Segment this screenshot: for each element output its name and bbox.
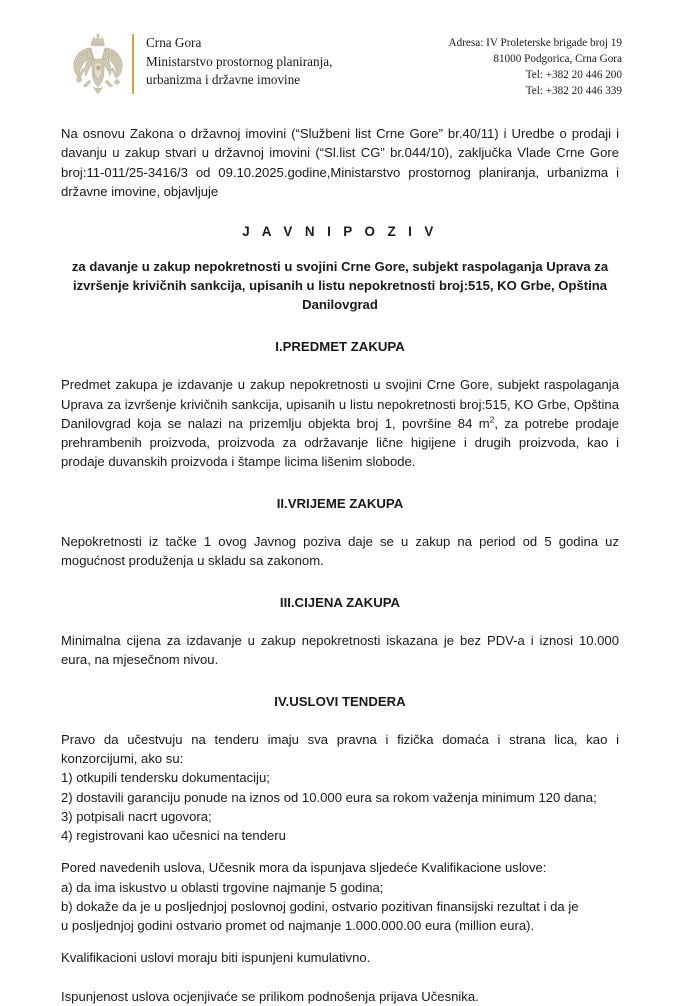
contact-phone-2: Tel: +382 20 446 339 <box>525 85 622 98</box>
list-item: 4) registrovani kao učesnici na tenderu <box>61 828 286 844</box>
org-ministry-line2: urbanizma i državne imovine <box>146 72 301 88</box>
list-item: u posljednjoj godini ostvario promet od najmanje 1.000.000.00 eura (million eura). <box>61 918 535 934</box>
list-item: 1) otkupili tendersku dokumentaciju; <box>61 770 270 786</box>
org-ministry-line1: Ministarstvo prostornog planiranja, <box>146 53 333 69</box>
section1-text-part2: , za potrebe prodaje prehrambenih proizvoda, proizvoda za održavanje lične higijene i drugih proizvoda, kao i prodaje duvanskih proizvoda i štampe licima lišenim slobode. <box>61 415 619 470</box>
organization-block <box>146 30 332 90</box>
qualification-intro: Pored navedenih uslova, Učesnik mora da ispunjava sljedeće Kvalifikacione uslove: <box>61 860 547 876</box>
org-country: Crna Gora <box>146 35 202 50</box>
section-body-vrijeme-zakupa: Nepokretnosti iz tačke 1 ovog Javnog poziva daje se u zakup na period od 5 godina uz mogućnost produženja u skladu sa zakonom. <box>61 534 619 569</box>
contact-address: Adresa: IV Proleterske brigade broj 19 <box>448 37 622 49</box>
crest-container <box>70 30 126 98</box>
tender-conditions-list <box>61 768 619 845</box>
square-meters-superscript: 2 <box>489 414 495 425</box>
section-heading-vrijeme-zakupa: II.VRIJEME ZAKUPA <box>276 495 404 511</box>
contact-city: 81000 Podgorica, Crna Gora <box>493 53 622 66</box>
document-content <box>0 124 679 1006</box>
evaluation-note: Ispunjenost uslova ocjenjivaće se prilikom podnošenja prijava Učesnika. <box>61 988 479 1004</box>
letterhead-divider <box>132 34 134 94</box>
qualification-list <box>61 878 619 936</box>
letterhead <box>0 0 679 99</box>
section-heading-uslovi-tendera: IV.USLOVI TENDERA <box>274 693 406 709</box>
list-item: a) da ima iskustvo u oblasti trgovine najmanje 5 godina; <box>61 879 384 895</box>
section-heading-cijena-zakupa: III.CIJENA ZAKUPA <box>279 594 401 610</box>
list-item: b) dokaže da je u posljednjoj poslovnoj godini, ostvario pozitivan finansijski rezultat i da je <box>61 898 579 914</box>
section1-text-part1: Predmet zakupa je izdavanje u zakup nepokretnosti u svojini Crne Gore, subjekt raspolaganja Uprava za izvršenje krivičnih sankcija, upisanih u listu nepokretnosti broj:515, KO Grbe, Opština Danilovgrad koja se nalazi na prizemlju objekta broj 1, površine 84 m <box>61 377 619 431</box>
section-body-cijena-zakupa: Minimalna cijena za izdavanje u zakup nepokretnosti iskazana je bez PDV-a i iznosi 10.000 eura, na mjesečnom nivou. <box>61 633 619 668</box>
section-body-predmet-zakupa <box>61 375 619 471</box>
montenegro-coat-of-arms-icon <box>70 32 126 98</box>
section-heading-predmet-zakupa: I.PREDMET ZAKUPA <box>275 338 405 354</box>
preamble-paragraph: Na osnovu Zakona o državnoj imovini (“Službeni list Crne Gore” br.40/11) i Uredbe o prodaji i davanju u zakup stvari u državnoj imovini (“Sl.list CG” br.044/10), zaključka Vlade Crne Gore broj:11-011/25-3416/3 od 09.10.2025.godine,Ministarstvo prostornog planiranja, urbanizma i državne imovine, objavljuje <box>61 126 619 199</box>
contact-block <box>332 30 622 99</box>
document-subtitle: za davanje u zakup nepokretnosti u svojini Crne Gore, subjekt raspolaganja Uprava za izvršenje krivičnih sankcija, upisanih u listu nepokretnosti broj:515, KO Grbe, Opština Danilovgrad <box>71 259 609 312</box>
list-item: 3) potpisali nacrt ugovora; <box>61 808 212 824</box>
cumulative-conditions-note: Kvalifikacioni uslovi moraju biti ispunjeni kumulativno. <box>61 950 371 966</box>
tender-conditions-intro: Pravo da učestvuju na tenderu imaju sva pravna i fizička domaća i strana lica, kao i konzorcijumi, ako su: <box>61 732 619 767</box>
page-title: J A V N I P O Z I V <box>242 224 438 239</box>
contact-phone-1: Tel: +382 20 446 200 <box>525 69 622 82</box>
list-item: 2) dostavili garanciju ponude na iznos od 10.000 eura sa rokom važenja minimum 120 dana; <box>61 789 597 805</box>
